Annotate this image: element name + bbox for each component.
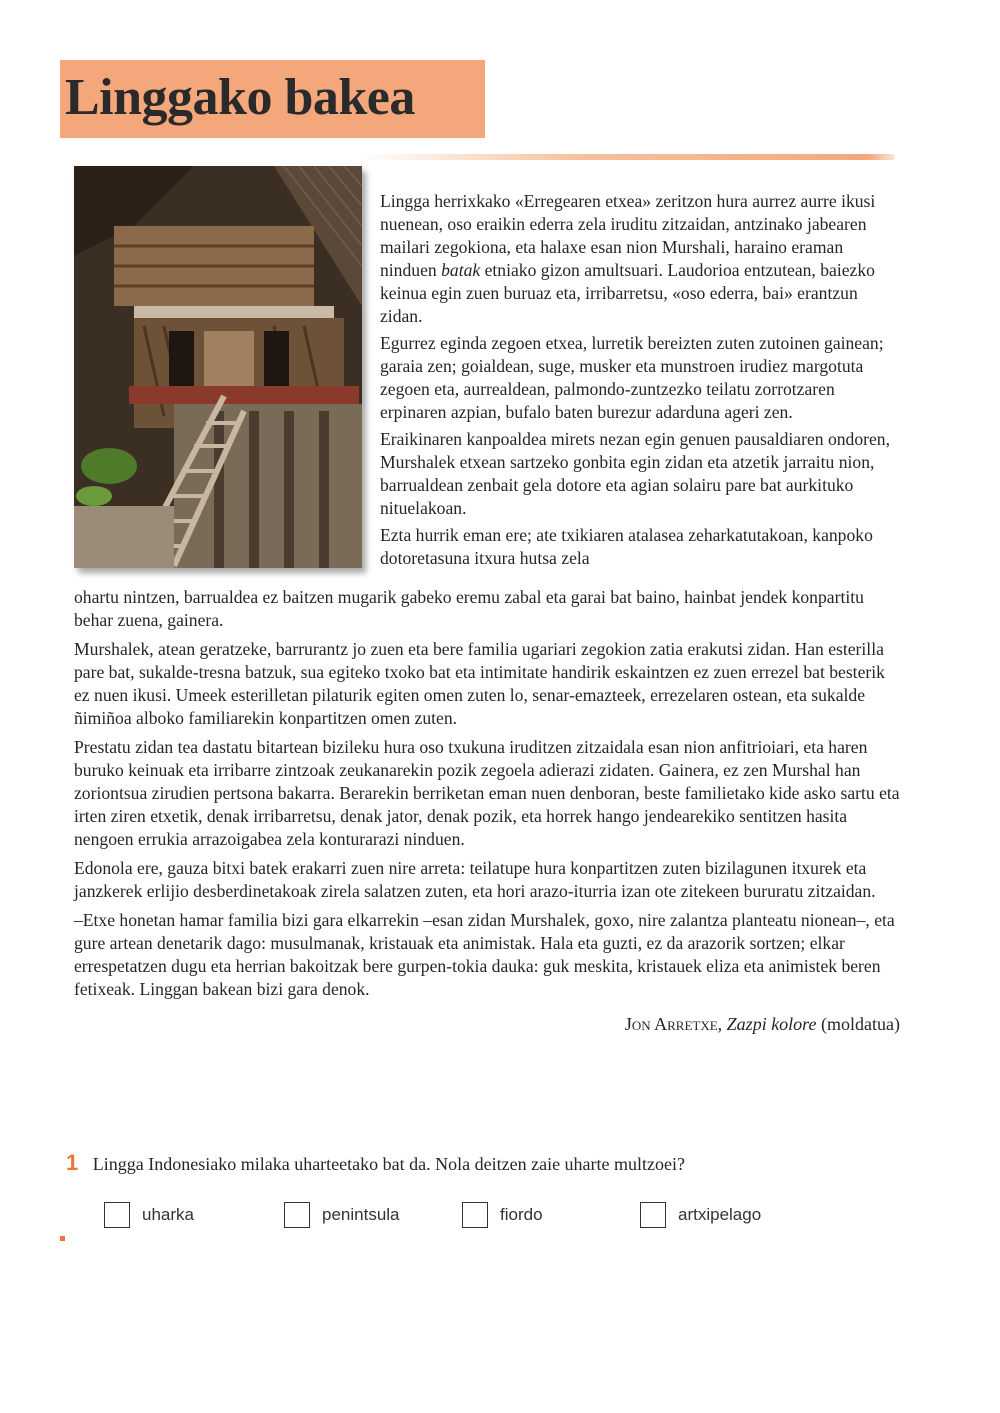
- decorative-rule: [360, 154, 895, 160]
- article-body-wrapped: [380, 190, 900, 570]
- work-title: Zazpi kolore: [726, 1014, 817, 1034]
- option-fiordo[interactable]: [462, 1202, 543, 1228]
- decorative-dot: [60, 1236, 65, 1241]
- option-artxipelago[interactable]: [640, 1202, 761, 1228]
- option-label: uharka: [142, 1205, 194, 1224]
- paragraph: ohartu nintzen, barrualdea ez baitzen mugarik gabeko eremu zabal eta garai bat baino, hainbat jendek konpartitu behar zuena, gainera.: [74, 587, 864, 630]
- paragraph: –Etxe honetan hamar familia bizi gara elkarrekin –esan zidan Murshalek, goxo, nire zalantza planteatu nionean–, eta gure artean denetarik dago: musulmanak, kristauak eta animistak. Hala eta guzti, ez da arazorik sortzen; elkar errespetatzen dugu eta herrian bakoitzak bere gurpen-tokia dauka: guk meskita, kristauek eliza eta animistek beren fetixeak. Linggan bakean bizi gara denok.: [74, 910, 895, 999]
- answer-options: [0, 1202, 1000, 1242]
- paragraph: Egurrez eginda zegoen etxea, lurretik bereizten zuten zutoinen gainean; garaia zen; goialdean, suge, musker eta munstroen irudiez margotuta zegoen eta, aurrealdean, palmondo-zuntzezko teilatu zorrotzaren erpinaren azpian, bufalo baten burezur adarduna ageri zen.: [380, 333, 884, 422]
- author: Jon Arretxe,: [624, 1014, 723, 1034]
- checkbox[interactable]: [104, 1202, 130, 1228]
- question-number: 1: [66, 1150, 79, 1175]
- paragraph: Murshalek, atean geratzeke, barrurantz jo zuen eta bere familia ugariari zegokion zatia erakutsi zidan. Han esterilla pare bat, sukalde-tresna batzuk, sua egiteko txoko bat eta intimitate handirik eskaintzen ez zuen errezel bat besterik ez nuen ikusi. Umeek esterilletan pilaturik egiten omen zuten lo, senar-emazteek, errezelaren ostean, eta sukalde ñimiñoa alboko familiarekin konpartitzen omen zuten.: [74, 639, 885, 728]
- option-penintsula[interactable]: [284, 1202, 400, 1228]
- option-label: penintsula: [322, 1205, 400, 1224]
- checkbox[interactable]: [284, 1202, 310, 1228]
- paragraph: Eraikinaren kanpoaldea mirets nezan egin genuen pausaldiaren ondoren, Murshalek etxean sartzeko gonbita egin zidan eta atzetik jarraitu nion, barrualdean zenbait gela dotore eta agian solairu pare bat aurkituko nituelakoan.: [380, 429, 891, 518]
- house-photo: [74, 166, 362, 568]
- signature: [74, 1013, 900, 1036]
- italic-term: batak: [441, 260, 481, 280]
- photo-traditional-house-illustration: [74, 166, 362, 568]
- paragraph: Ezta hurrik eman ere; ate txikiaren atalasea zeharkatutakoan, kanpoko dotoretasuna itxura hutsa zela: [380, 525, 873, 568]
- option-label: artxipelago: [678, 1205, 762, 1224]
- checkbox[interactable]: [462, 1202, 488, 1228]
- text-span: etniako gizon amultsuari. Laudorioa entzutean, baiezko keinua egin zuen buruaz eta, irribarretsu, «oso ederra, bai» erantzun zidan.: [380, 260, 875, 326]
- page-title: Linggako bakea: [65, 69, 415, 126]
- text-span: Lingga herrixkako «Erregearen etxea» zeritzon hura aurrez aurre ikusi nuenean, oso eraikin ederra zela iruditu zitzaidan, antzinako jabearen mailari zegokiona, eta halaxe esan nion Murshali, haraino eraman ninduen: [380, 191, 876, 280]
- question-text: Lingga Indonesiako milaka uharteetako bat da. Nola deitzen zaie uharte multzoei?: [92, 1154, 686, 1174]
- article-body-full: [74, 586, 900, 1036]
- paragraph: Prestatu zidan tea dastatu bitartean bizileku hura oso txukuna iruditzen zitzaidala esan nion anfitrioiari, eta haren buruko keinuak eta irribarre zintzoak zeukanarekin pozik zegoela adierazi zidaten. Gainera, ez zen Murshal han zoriontsua zirudien pertsona bakarra. Berarekin berriketan eman nuen denboran, beste familietako kide asko sartu eta irten ziren etxetik, denak irribarretsu, denak jator, denak pozik, eta horrek hango jendearekiko sentitzen hasita nengoen errukia arrazoigabea zela konturarazi ninduen.: [74, 737, 900, 849]
- checkbox[interactable]: [640, 1202, 666, 1228]
- question: [66, 1150, 926, 1176]
- paragraph: Edonola ere, gauza bitxi batek erakarri zuen nire arreta: teilatupe hura konpartitzen zuten bizilagunen itxurek eta janzkerek erlijio desberdinetakoak zirela salatzen zuten, eta hori arazo-iturria izan ote zitekeen bururatu zitzaidan.: [74, 858, 876, 901]
- option-uharka[interactable]: [104, 1202, 194, 1228]
- adaptation-note: (moldatua): [821, 1014, 900, 1034]
- paragraph: [380, 190, 900, 328]
- option-label: fiordo: [500, 1205, 543, 1224]
